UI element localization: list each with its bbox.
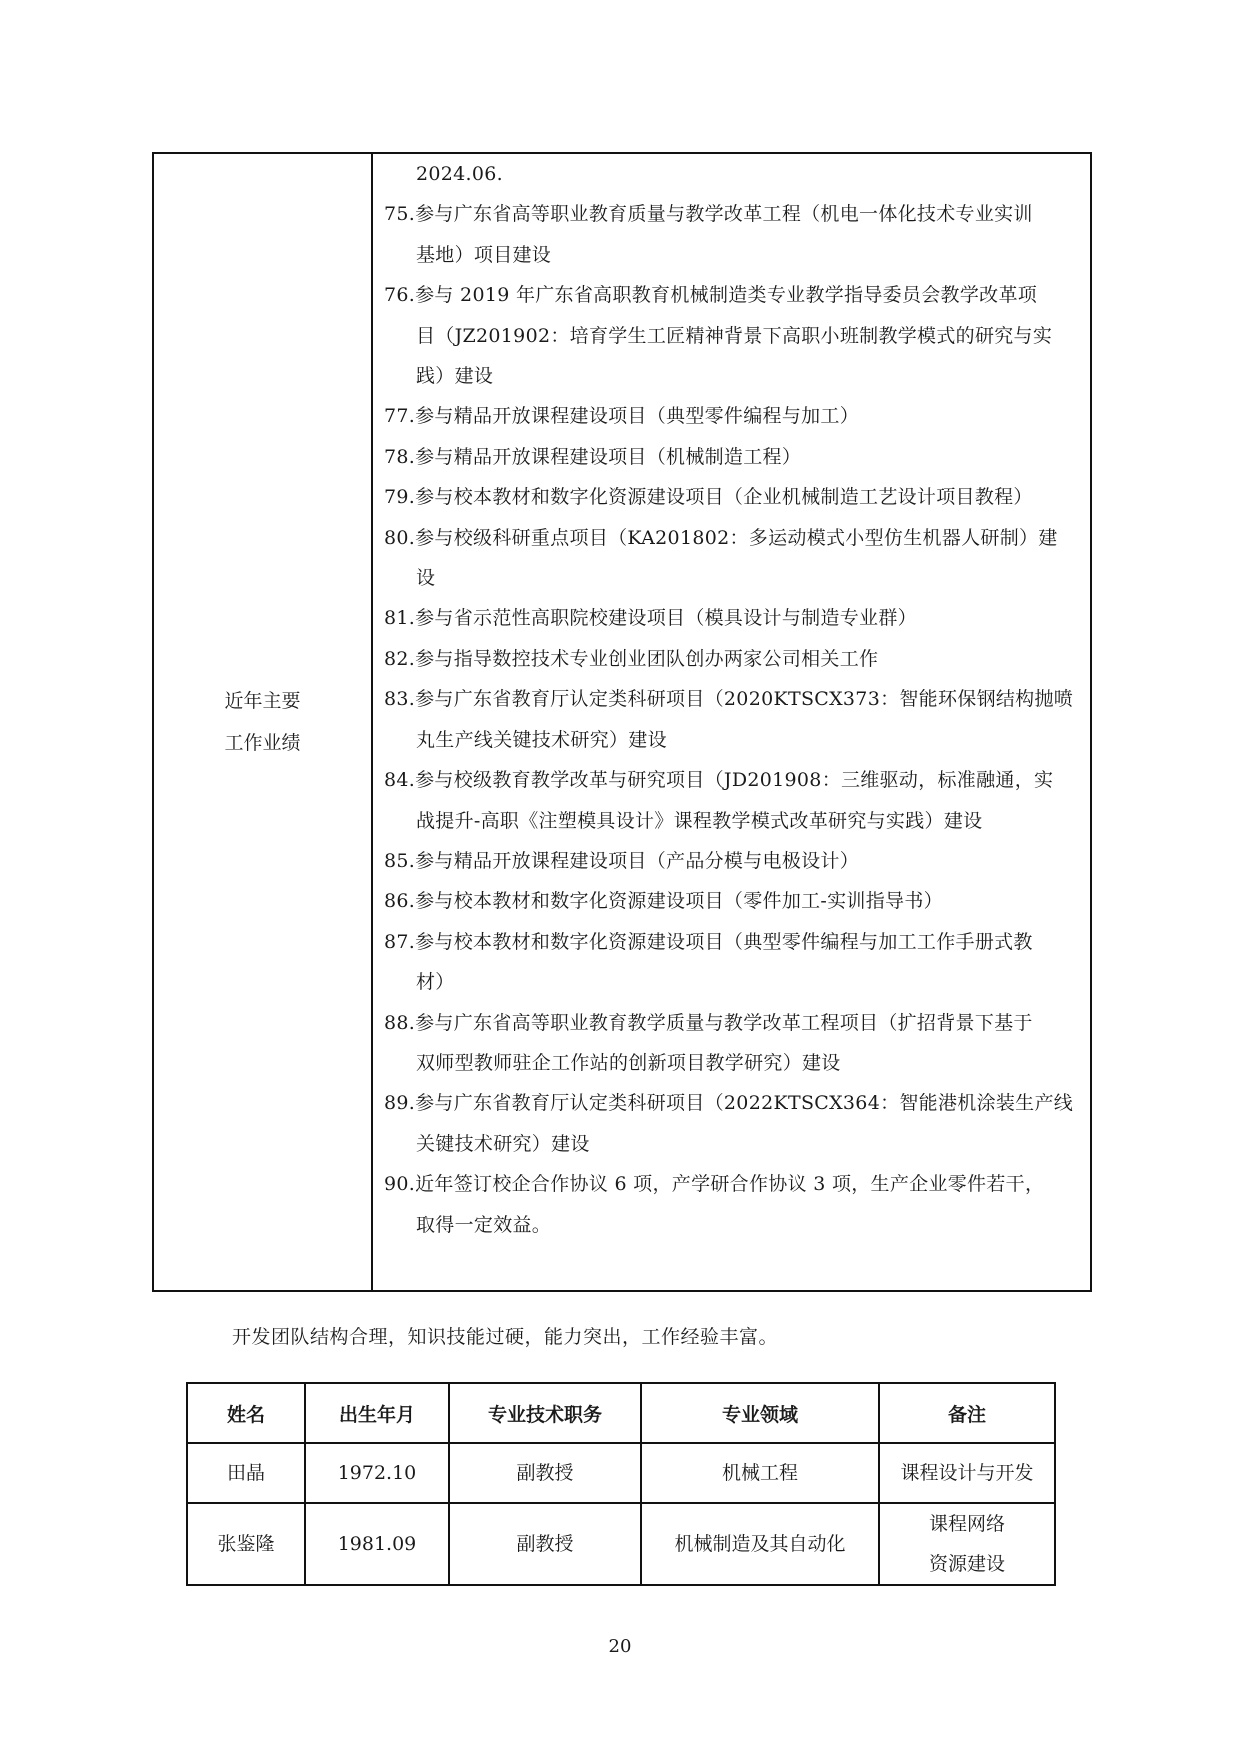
- cell-birth: 1972.10: [305, 1443, 449, 1503]
- header-title: 专业技术职务: [449, 1383, 641, 1443]
- header-birth: 出生年月: [305, 1383, 449, 1443]
- achievement-line: 82.参与指导数控技术专业创业团队创办两家公司相关工作: [384, 647, 879, 670]
- achievement-line: 丸生产线关键技术研究）建设: [416, 728, 667, 751]
- team-table: [186, 1382, 1056, 1586]
- cell-title: 副教授: [449, 1503, 641, 1585]
- note-line-1: 课程网络: [928, 1513, 1005, 1535]
- achievement-line: 战提升-高职《注塑模具设计》课程教学模式改革研究与实践）建设: [416, 809, 983, 832]
- header-name: 姓名: [187, 1383, 305, 1443]
- achievement-line: 86.参与校本教材和数字化资源建设项目（零件加工-实训指导书）: [384, 890, 943, 913]
- achievement-line: 材）: [416, 971, 455, 994]
- achievement-line: 85.参与精品开放课程建设项目（产品分模与电极设计）: [384, 849, 860, 872]
- achievements-label-cell: [154, 154, 371, 1290]
- achievements-table: [152, 152, 1092, 1292]
- achievement-line: 79.参与校本教材和数字化资源建设项目（企业机械制造工艺设计项目教程）: [384, 486, 1033, 509]
- achievement-line: 设: [416, 567, 436, 590]
- page-number: 20: [608, 1636, 632, 1657]
- achievement-line: 基地）项目建设: [416, 243, 552, 266]
- cell-note: [879, 1503, 1055, 1585]
- achievement-line: 87.参与校本教材和数字化资源建设项目（典型零件编程与加工工作手册式教: [384, 930, 1033, 953]
- column-divider: [371, 154, 373, 1290]
- cell-title: 副教授: [449, 1443, 641, 1503]
- achievement-line: 88.参与广东省高等职业教育教学质量与教学改革工程项目（扩招背景下基于: [384, 1011, 1033, 1034]
- achievement-line: 取得一定效益。: [416, 1213, 552, 1236]
- achievement-line: 2024.06.: [416, 163, 504, 185]
- achievement-line: 81.参与省示范性高职院校建设项目（模具设计与制造专业群）: [384, 607, 917, 630]
- cell-name: 田晶: [187, 1443, 305, 1503]
- achievement-line: 80.参与校级科研重点项目（KA201802：多运动模式小型仿生机器人研制）建: [384, 526, 1058, 549]
- header-note: 备注: [879, 1383, 1055, 1443]
- achievement-line: 76.参与 2019 年广东省高职教育机械制造类专业教学指导委员会教学改革项: [384, 284, 1038, 307]
- label-line-2: 工作业绩: [224, 732, 301, 754]
- achievement-line: 关键技术研究）建设: [416, 1132, 590, 1155]
- achievement-line: 89.参与广东省教育厅认定类科研项目（2022KTSCX364：智能港机涂装生产线: [384, 1092, 1074, 1115]
- note-line-2: 资源建设: [928, 1553, 1005, 1575]
- table-row: [187, 1443, 1055, 1503]
- achievement-line: 90.近年签订校企合作协议 6 项，产学研合作协议 3 项，生产企业零件若干，: [384, 1173, 1045, 1196]
- achievements-list: [384, 154, 1084, 1245]
- cell-birth: 1981.09: [305, 1503, 449, 1585]
- team-intro-text: 开发团队结构合理，知识技能过硬，能力突出，工作经验丰富。: [232, 1326, 779, 1348]
- achievement-line: 目（JZ201902：培育学生工匠精神背景下高职小班制教学模式的研究与实: [416, 324, 1053, 347]
- cell-name: 张鉴隆: [187, 1503, 305, 1585]
- achievement-line: 78.参与精品开放课程建设项目（机械制造工程）: [384, 445, 802, 468]
- achievement-line: 84.参与校级教育教学改革与研究项目（JD201908：三维驱动，标准融通，实: [384, 769, 1054, 792]
- header-field: 专业领域: [641, 1383, 879, 1443]
- cell-field: 机械制造及其自动化: [641, 1503, 879, 1585]
- achievement-line: 双师型教师驻企工作站的创新项目教学研究）建设: [416, 1051, 841, 1074]
- cell-note: 课程设计与开发: [879, 1443, 1055, 1503]
- cell-field: 机械工程: [641, 1443, 879, 1503]
- achievement-line: 83.参与广东省教育厅认定类科研项目（2020KTSCX373：智能环保钢结构抛喷: [384, 688, 1074, 711]
- table-row: [187, 1503, 1055, 1585]
- team-table-header-row: [187, 1383, 1055, 1443]
- achievement-line: 践）建设: [416, 365, 494, 388]
- label-line-1: 近年主要: [224, 690, 301, 712]
- achievement-line: 77.参与精品开放课程建设项目（典型零件编程与加工）: [384, 405, 860, 428]
- achievement-line: 75.参与广东省高等职业教育质量与教学改革工程（机电一体化技术专业实训: [384, 203, 1033, 226]
